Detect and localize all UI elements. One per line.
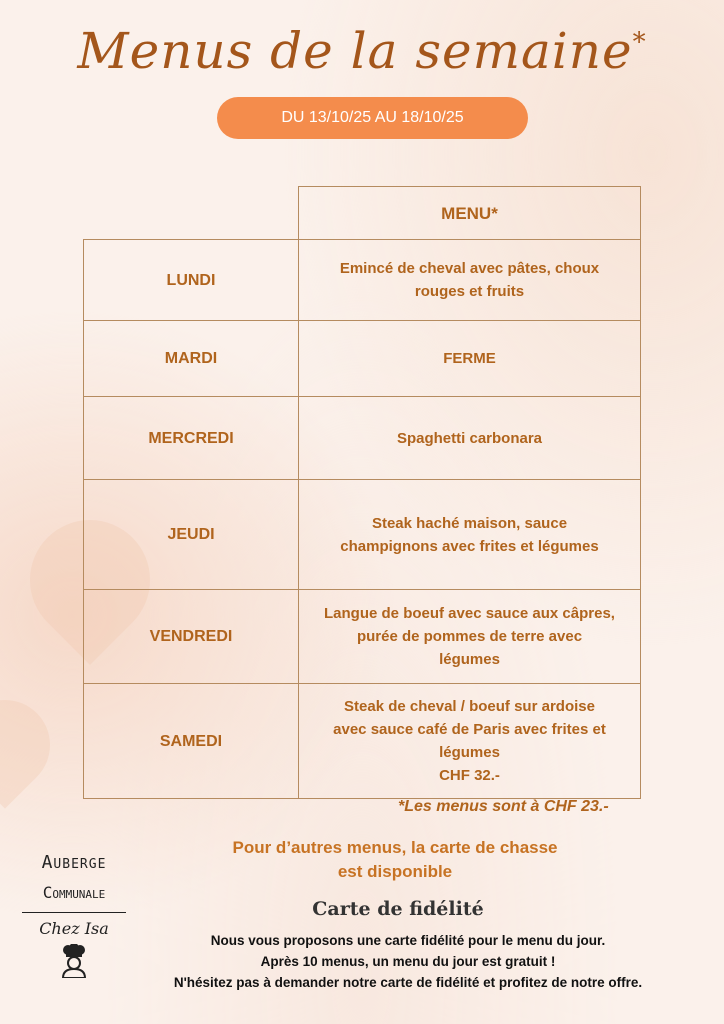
loyalty-card-title: Carte de fidélité — [312, 898, 484, 920]
dish-line: CHF 32.- — [439, 767, 500, 784]
hunting-menu-line: Pour d’autres menus, la carte de chasse — [232, 838, 558, 857]
page-title — [0, 22, 724, 80]
dish-line: Steak haché maison, sauce — [371, 514, 568, 532]
price-note: *Les menus sont à CHF 23.- — [398, 798, 609, 815]
menu-column-header: MENU* — [299, 187, 641, 240]
hunting-menu-line: est disponible — [337, 862, 453, 881]
loyalty-card-text — [110, 930, 706, 993]
logo-line-communale: Communale — [42, 883, 106, 902]
table-row — [84, 480, 641, 590]
table-row — [84, 240, 641, 321]
table-row — [84, 321, 641, 397]
page-title-text: Menus de la semaine — [77, 22, 633, 80]
dish-line: FERME — [443, 350, 496, 367]
loyalty-line: Après 10 menus, un menu du jour est gratuit ! — [260, 954, 556, 969]
dish-line: champignons avec frites et légumes — [340, 537, 599, 555]
dish-line: Spaghetti carbonara — [396, 429, 543, 447]
day-cell: MARDI — [84, 321, 299, 397]
day-cell: MERCREDI — [84, 397, 299, 480]
day-cell: SAMEDI — [84, 684, 299, 799]
dish-cell — [299, 590, 641, 684]
table-row — [84, 590, 641, 684]
day-cell: VENDREDI — [84, 590, 299, 684]
dish-line: légumes — [439, 744, 500, 761]
logo-line-chez-isa: Chez Isa — [39, 919, 109, 938]
date-range-badge — [217, 97, 528, 139]
dish-cell — [299, 684, 641, 799]
chef-icon — [59, 944, 89, 978]
dish-cell — [299, 397, 641, 480]
loyalty-line: Nous vous proposons une carte fidélité pour le menu du jour. — [210, 933, 606, 948]
dish-line: purée de pommes de terre avec — [356, 628, 583, 645]
dish-line: Langue de boeuf avec sauce aux câpres, — [324, 605, 615, 622]
table-header-row — [84, 187, 641, 240]
background-heart-decoration — [0, 681, 69, 808]
loyalty-line: N'hésitez pas à demander notre carte de fidélité et profitez de notre offre. — [173, 975, 643, 990]
day-cell: JEUDI — [84, 480, 299, 590]
dish-cell — [299, 321, 641, 397]
table-row — [84, 684, 641, 799]
table-row — [84, 397, 641, 480]
dish-cell — [299, 240, 641, 321]
logo-line-auberge: Auberge — [41, 852, 107, 873]
hunting-menu-note — [205, 836, 585, 884]
dish-line: Steak de cheval / boeuf sur ardoise — [344, 698, 595, 715]
dish-line: rouges et fruits — [414, 283, 525, 300]
title-asterisk: * — [632, 27, 647, 58]
weekly-menu-table — [83, 186, 641, 799]
dish-line: légumes — [439, 651, 500, 668]
day-cell: LUNDI — [84, 240, 299, 321]
table-corner-cell — [84, 187, 299, 240]
dish-line: avec sauce café de Paris avec frites et — [333, 721, 606, 738]
dish-cell — [299, 480, 641, 590]
date-range-text: DU 13/10/25 AU 18/10/25 — [281, 109, 464, 126]
dish-line: Emincé de cheval avec pâtes, choux — [339, 260, 600, 277]
